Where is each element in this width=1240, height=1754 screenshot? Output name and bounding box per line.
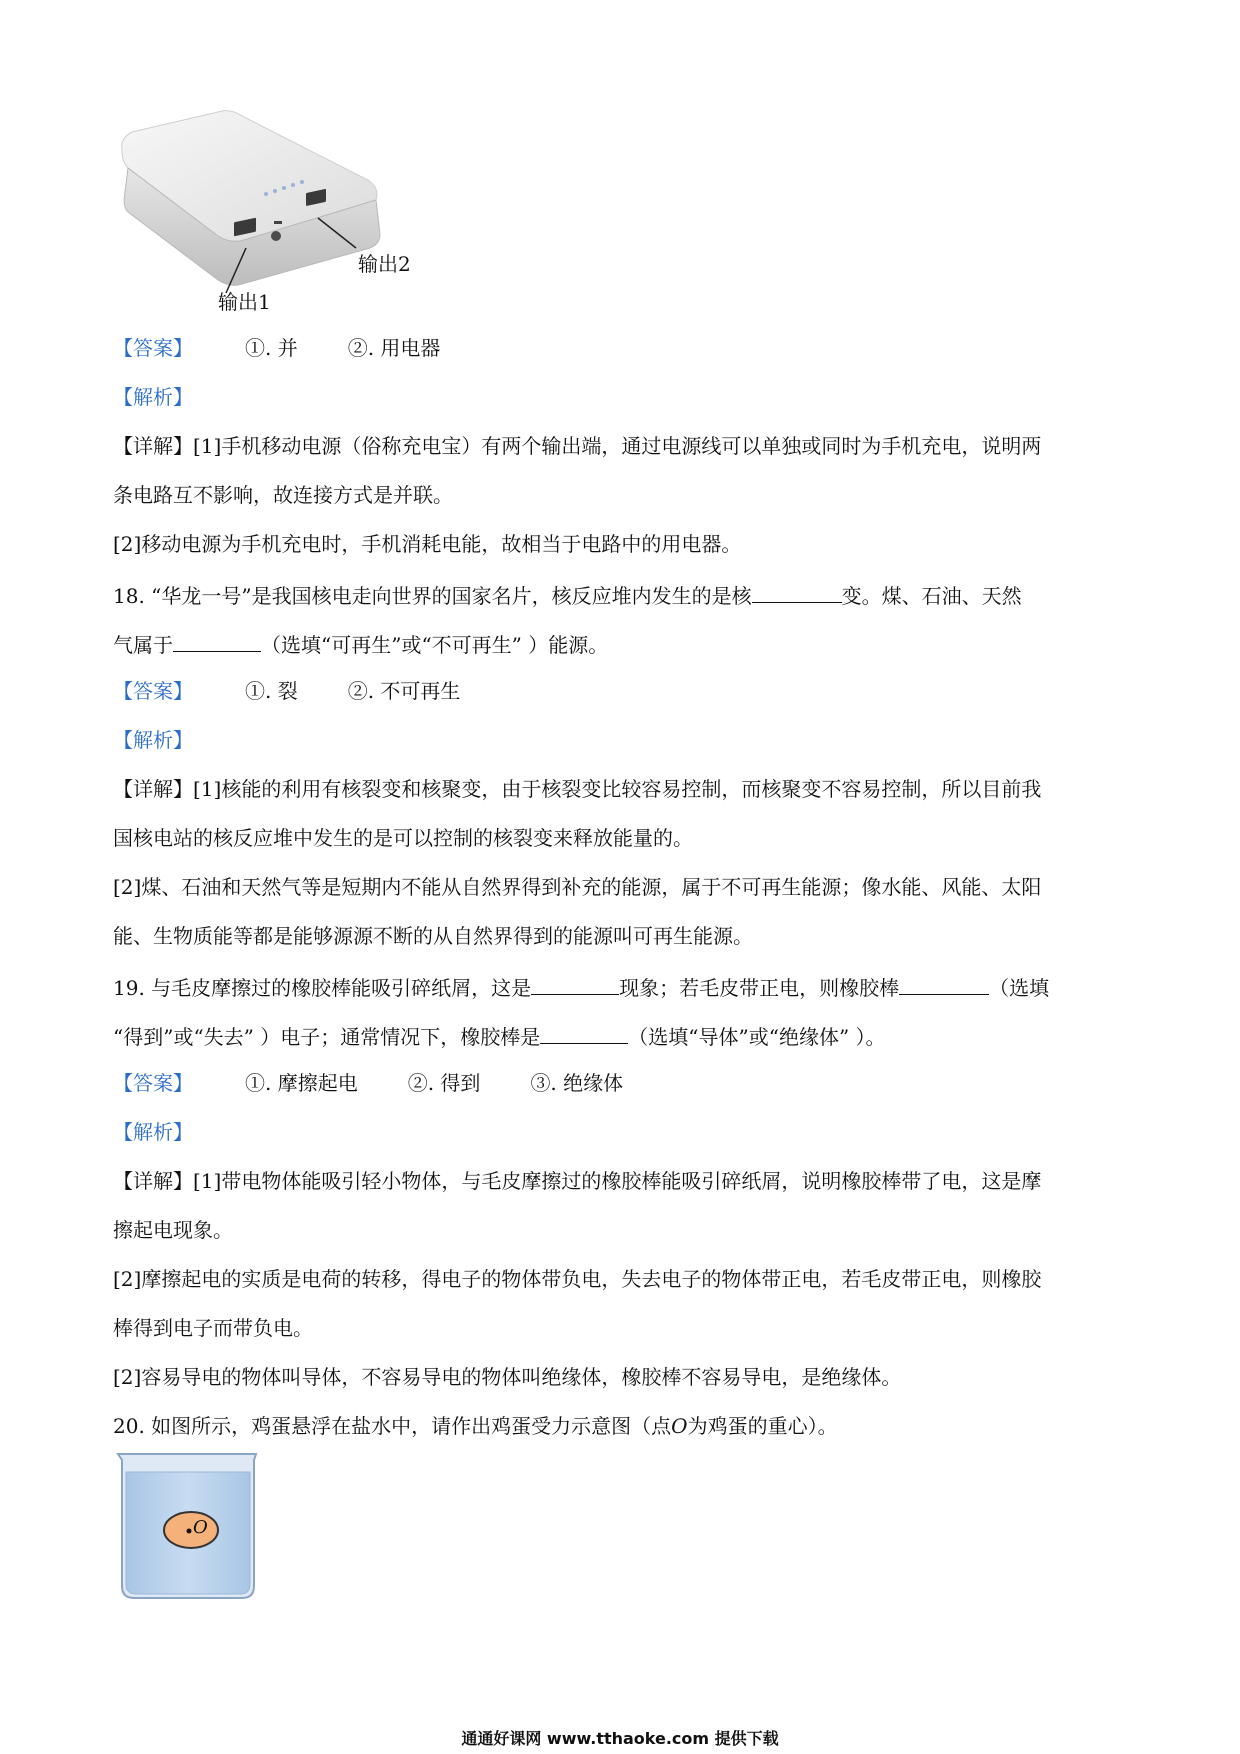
center-of-gravity-dot	[187, 1529, 192, 1534]
answer-item: ①. 并	[245, 336, 298, 360]
q18-detail-line: 【详解】[1]核能的利用有核裂变和核聚变，由于核裂变比较容易控制，而核聚变不容易控制，所以目前我	[113, 777, 1042, 801]
q17-answer-line	[113, 333, 440, 363]
label-output1: 输出1	[218, 290, 271, 314]
q19-text: “得到”或“失去” ）电子；通常情况下，橡胶棒是	[113, 1025, 541, 1049]
q19-detail-line: [2]摩擦起电的实质是电荷的转移，得电子的物体带负电，失去电子的物体带正电，若毛皮带正电，则橡胶	[113, 1267, 1042, 1291]
q17-detail-line: [2]移动电源为手机充电时，手机消耗电能，故相当于电路中的用电器。	[113, 532, 742, 556]
answer-item: ②. 得到	[407, 1071, 481, 1095]
q19-blank-1	[531, 970, 619, 995]
q18-answer-line	[113, 676, 460, 706]
beaker-label-o: O	[193, 1517, 208, 1538]
answer-item: ②. 用电器	[347, 336, 441, 360]
q19-blank-2	[899, 970, 989, 995]
q20-point-o: O	[671, 1414, 688, 1438]
q18-detail-line: 能、生物质能等都是能够源源不断的从自然界得到的能源叫可再生能源。	[113, 924, 753, 948]
beaker-figure	[114, 1450, 260, 1602]
q18-text: （选填“可再生”或“不可再生” ）能源。	[261, 633, 609, 657]
q19-detail-line: 棒得到电子而带负电。	[113, 1316, 313, 1340]
q18-detail-line: 国核电站的核反应堆中发生的是可以控制的核裂变来释放能量的。	[113, 826, 693, 850]
answer-tag: 【答案】	[113, 336, 193, 360]
q19-analysis-tag: 【解析】	[113, 1120, 193, 1144]
q18-text: 气属于	[113, 633, 173, 657]
q19-text: 现象；若毛皮带正电，则橡胶棒	[619, 976, 900, 1000]
q18-question-line1	[113, 578, 1022, 611]
q18-text: 变。煤、石油、天然	[841, 584, 1022, 608]
q20-text: 20. 如图所示，鸡蛋悬浮在盐水中，请作出鸡蛋受力示意图（点	[113, 1414, 672, 1438]
q18-detail-line: [2]煤、石油和天然气等是短期内不能从自然界得到补充的能源，属于不可再生能源；像水能、风能、太阳	[113, 875, 1042, 899]
beaker-illustration	[114, 1450, 260, 1602]
answer-tag: 【答案】	[113, 679, 193, 703]
q19-answer-line	[113, 1068, 623, 1098]
q20-question	[113, 1411, 838, 1441]
powerbank-leader-lines	[118, 108, 428, 313]
q20-text: 为鸡蛋的重心）。	[687, 1414, 838, 1438]
answer-tag: 【答案】	[113, 1071, 193, 1095]
q18-analysis-tag: 【解析】	[113, 728, 193, 752]
q17-detail-line: 条电路互不影响，故连接方式是并联。	[113, 483, 453, 507]
q18-blank-2	[173, 627, 261, 652]
q18-question-line2	[113, 627, 608, 660]
q18-blank-1	[752, 578, 842, 603]
q17-detail-line: 【详解】[1]手机移动电源（俗称充电宝）有两个输出端，通过电源线可以单独或同时为手机充电，说明两	[113, 434, 1042, 458]
q18-text: 18. “华龙一号”是我国核电走向世界的国家名片，核反应堆内发生的是核	[113, 584, 752, 608]
q19-detail-line: [2]容易导电的物体叫导体，不容易导电的物体叫绝缘体，橡胶棒不容易导电，是绝缘体。	[113, 1365, 902, 1389]
q19-blank-3	[540, 1019, 628, 1044]
q19-question-line2	[113, 1019, 886, 1052]
q17-analysis-tag: 【解析】	[113, 385, 193, 409]
q19-text: （选填“导体”或“绝缘体” ）。	[628, 1025, 886, 1049]
answer-item: ①. 裂	[245, 679, 298, 703]
label-output2: 输出2	[358, 252, 411, 276]
q19-detail-line: 【详解】[1]带电物体能吸引轻小物体，与毛皮摩擦过的橡胶棒能吸引碎纸屑，说明橡胶棒带了电，这是摩	[113, 1169, 1042, 1193]
q19-text: 19. 与毛皮摩擦过的橡胶棒能吸引碎纸屑，这是	[113, 976, 532, 1000]
powerbank-figure	[118, 108, 428, 313]
q19-text: （选填	[989, 976, 1050, 1000]
answer-item: ①. 摩擦起电	[245, 1071, 358, 1095]
q19-detail-line: 擦起电现象。	[113, 1218, 233, 1242]
page-footer: 通通好课网 www.tthaoke.com 提供下载	[461, 1729, 779, 1748]
q19-question-line1	[113, 970, 1049, 1003]
answer-item: ③. 绝缘体	[530, 1071, 624, 1095]
answer-item: ②. 不可再生	[347, 679, 461, 703]
